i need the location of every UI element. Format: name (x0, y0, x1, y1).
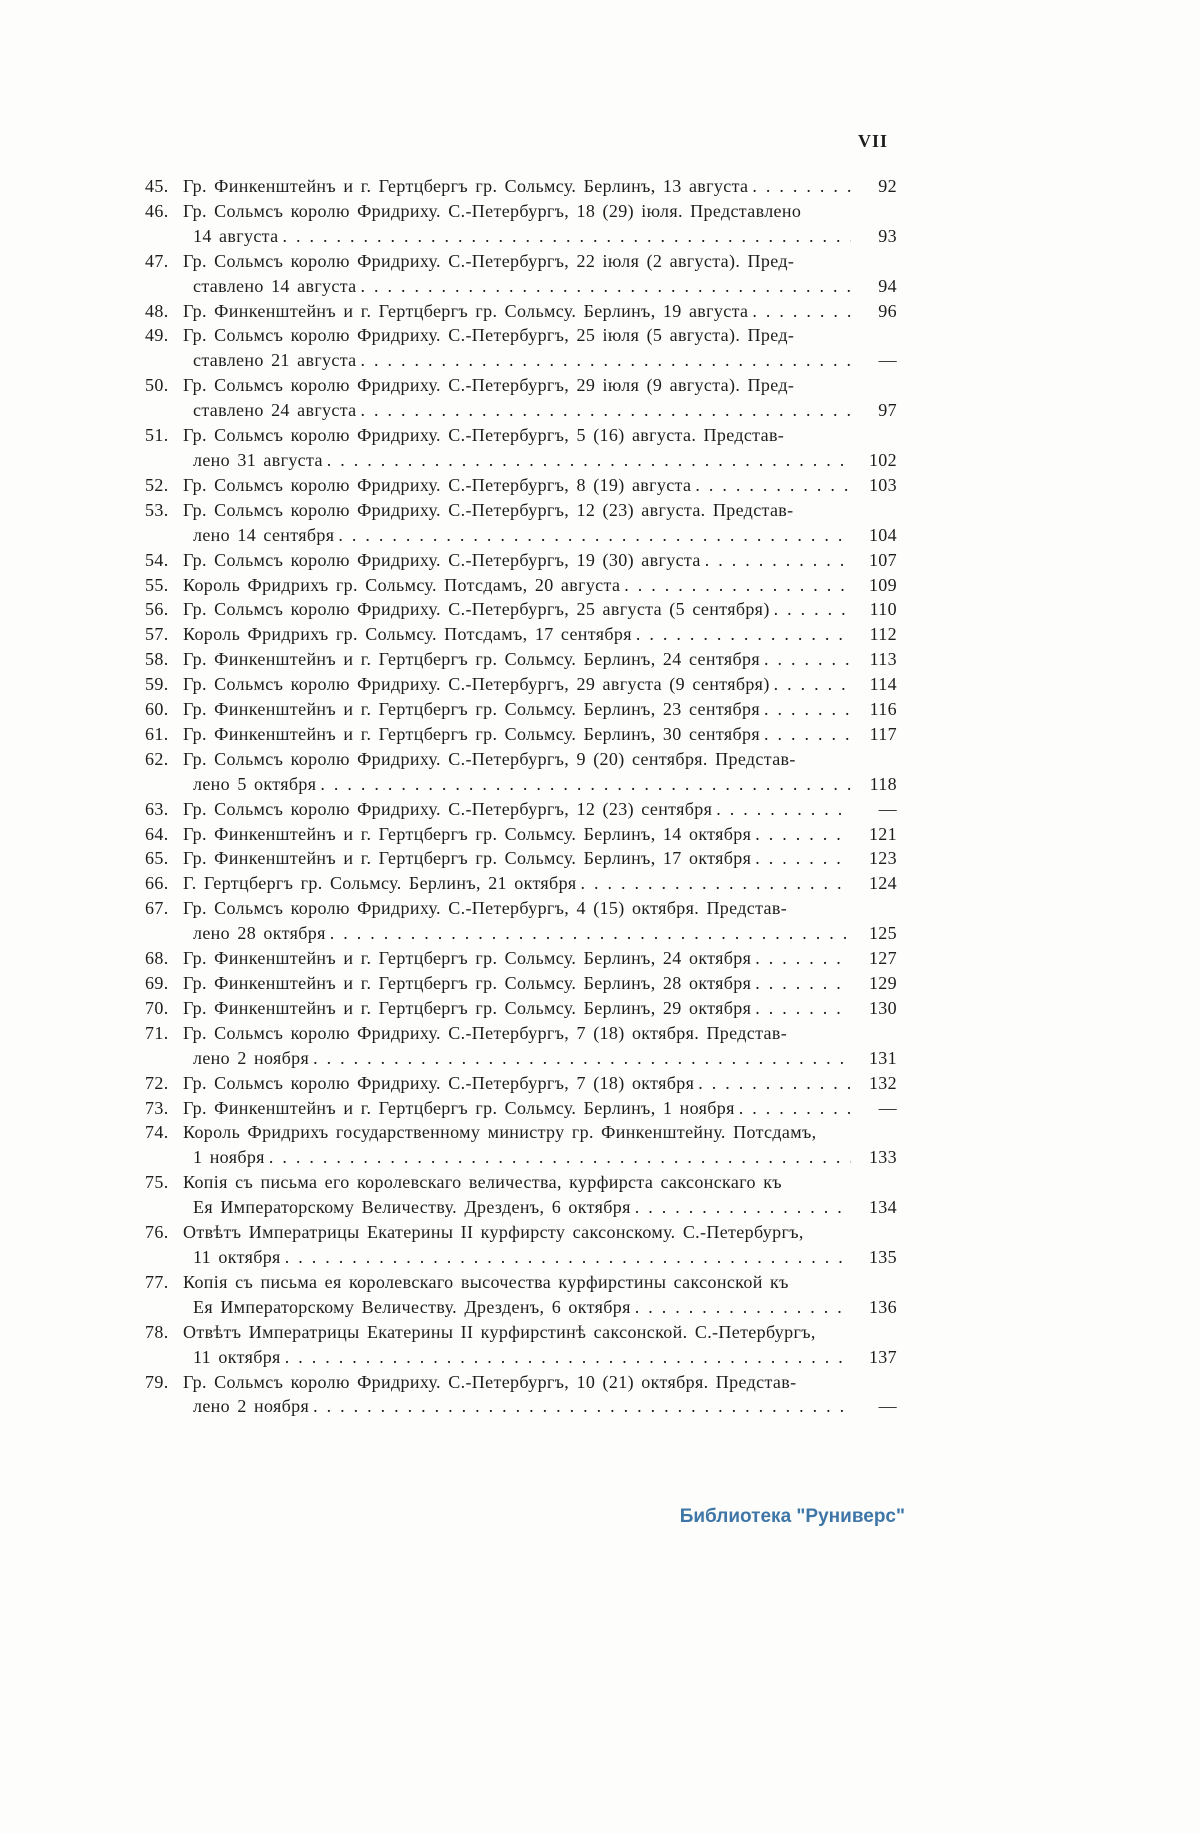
dot-leader (361, 274, 851, 299)
entry-number: 61. (145, 723, 169, 744)
dot-leader (774, 597, 851, 622)
entry-text: Гр. Сольмсъ королю Фридриху. С.-Петербургъ, 18 (29) іюля. Представлено (183, 200, 802, 221)
entry-text: Гр. Сольмсъ королю Фридриху. С.-Петербургъ, 19 (30) августа (183, 549, 701, 570)
toc-entry-line (145, 797, 897, 822)
entry-number: 62. (145, 748, 169, 769)
toc-entry (145, 1120, 897, 1170)
toc-entry-continuation-line (145, 398, 897, 423)
toc-entry-line (145, 747, 897, 772)
dot-leader (361, 348, 851, 373)
toc-entry-line (145, 249, 897, 274)
entry-number: 54. (145, 549, 169, 570)
entry-text: лено 14 сентября (193, 524, 335, 545)
toc-entry (145, 946, 897, 971)
entry-number: 57. (145, 624, 169, 645)
toc-entry-line (145, 1120, 897, 1145)
toc-entry-continuation-line (145, 1145, 897, 1170)
toc-entry-continuation-line (145, 772, 897, 797)
toc-entry-line (145, 871, 897, 896)
toc-entry-line (145, 622, 897, 647)
entry-page-number: 116 (869, 699, 897, 720)
toc-entry-line (145, 1170, 897, 1195)
toc-entry (145, 647, 897, 672)
toc-entry-line (145, 1071, 897, 1096)
toc-entry-line (145, 846, 897, 871)
entry-text: Гр. Финкенштейнъ и г. Гертцбергъ гр. Сольмсу. Берлинъ, 24 октября (183, 948, 752, 969)
entry-text: Гр. Финкенштейнъ и г. Гертцбергъ гр. Сольмсу. Берлинъ, 14 октября (183, 823, 752, 844)
entry-text: Отвѣтъ Императрицы Екатерины II курфирстинѣ саксонской. С.-Петербургъ, (183, 1321, 816, 1342)
toc-entry (145, 896, 897, 946)
toc-entry-continuation-line (145, 224, 897, 249)
dot-leader (764, 697, 851, 722)
entry-page-number: 130 (868, 997, 897, 1018)
toc-entry-line (145, 647, 897, 672)
dot-leader (269, 1145, 851, 1170)
entry-number: 73. (145, 1097, 169, 1118)
entry-page-number: 132 (868, 1072, 897, 1093)
entry-number: 60. (145, 699, 169, 720)
entry-number: 49. (145, 325, 169, 346)
entry-text: Гр. Финкенштейнъ и г. Гертцбергъ гр. Сольмсу. Берлинъ, 19 августа (183, 300, 749, 321)
entry-text: лено 2 ноября (193, 1047, 310, 1068)
toc-entry (145, 822, 897, 847)
toc-entry (145, 871, 897, 896)
dot-leader (338, 523, 851, 548)
entry-number: 76. (145, 1222, 169, 1243)
toc-entry (145, 423, 897, 473)
entry-number: 63. (145, 798, 169, 819)
entry-page-number: 94 (878, 275, 897, 296)
entry-text: Копія съ письма ея королевскаго высочества курфирстины саксонской къ (183, 1271, 789, 1292)
toc-entry (145, 548, 897, 573)
dot-leader (636, 622, 851, 647)
entry-text: Ея Императорскому Величеству. Дрезденъ, 6 октября (193, 1296, 631, 1317)
toc-entry (145, 1220, 897, 1270)
entry-text: лено 28 октября (193, 923, 326, 944)
entry-text: 11 октября (193, 1246, 281, 1267)
entry-number: 77. (145, 1271, 169, 1292)
dot-leader (320, 772, 851, 797)
entry-text: Гр. Финкенштейнъ и г. Гертцбергъ гр. Сольмсу. Берлинъ, 28 октября (183, 973, 752, 993)
entry-text: Ея Императорскому Величеству. Дрезденъ, 6 октября (193, 1197, 631, 1218)
entry-page-number: 121 (868, 823, 897, 844)
toc-entry-line (145, 423, 897, 448)
toc-entry-line (145, 822, 897, 847)
entry-text: Гр. Сольмсъ королю Фридриху. С.-Петербургъ, 5 (16) августа. Представ- (183, 425, 785, 446)
entry-number: 52. (145, 474, 169, 495)
toc-entry-continuation-line (145, 1295, 897, 1320)
toc-entry (145, 747, 897, 797)
dot-leader (313, 1046, 851, 1071)
entry-text: Гр. Финкенштейнъ и г. Гертцбергъ гр. Сольмсу. Берлинъ, 23 сентября (183, 699, 760, 720)
toc-entry (145, 299, 897, 324)
entry-page-number: — (878, 350, 897, 371)
entry-page-number: — (878, 798, 897, 819)
toc-entry (145, 1320, 897, 1370)
entry-page-number: 137 (868, 1346, 897, 1367)
toc-entry (145, 249, 897, 299)
entry-number: 67. (145, 898, 169, 919)
entry-page-number: 92 (878, 176, 897, 196)
entry-page-number: 112 (869, 624, 897, 645)
dot-leader (752, 299, 851, 324)
entry-page-number: 113 (869, 649, 897, 670)
entry-text: Гр. Финкенштейнъ и г. Гертцбергъ гр. Сольмсу. Берлинъ, 24 сентября (183, 649, 760, 670)
dot-leader (755, 996, 851, 1021)
toc-entry (145, 498, 897, 548)
entry-text: Гр. Сольмсъ королю Фридриху. С.-Петербургъ, 7 (18) октября. Представ- (183, 1022, 788, 1043)
entry-text: Г. Гертцбергъ гр. Сольмсу. Берлинъ, 21 октября (183, 873, 577, 894)
toc-entry (145, 573, 897, 598)
dot-leader (695, 473, 851, 498)
library-watermark: Библиотека "Руниверс" (679, 1506, 905, 1527)
dot-leader (716, 797, 851, 822)
dot-leader (361, 398, 851, 423)
entry-page-number: 104 (868, 524, 897, 545)
entry-text: 11 октября (193, 1346, 281, 1367)
entry-text: Король Фридрихъ гр. Сольмсу. Потсдамъ, 17 сентября (183, 624, 632, 645)
toc-entry (145, 672, 897, 697)
toc-entry (145, 1170, 897, 1220)
entry-text: лено 31 августа (193, 449, 323, 470)
entry-text: Гр. Сольмсъ королю Фридриху. С.-Петербургъ, 10 (21) октября. Представ- (183, 1371, 797, 1392)
toc-entry-line (145, 1021, 897, 1046)
toc-entry (145, 1096, 897, 1121)
entry-number: 56. (145, 599, 169, 620)
dot-leader (774, 672, 851, 697)
toc-entry-line (145, 1370, 897, 1395)
entry-text: Гр. Финкенштейнъ и г. Гертцбергъ гр. Сольмсу. Берлинъ, 13 августа (183, 176, 749, 196)
toc-entry-line (145, 199, 897, 224)
entry-page-number: 97 (878, 400, 897, 421)
entry-text: 1 ноября (193, 1147, 265, 1168)
dot-leader (698, 1071, 851, 1096)
entry-page-number: 134 (868, 1197, 897, 1218)
entry-text: лено 2 ноября (193, 1396, 310, 1417)
entry-text: Копія съ письма его королевскаго величества, курфирста саксонскаго къ (183, 1172, 782, 1193)
entry-number: 50. (145, 375, 169, 396)
toc-entry-continuation-line (145, 274, 897, 299)
toc-entry-continuation-line (145, 523, 897, 548)
entry-number: 45. (145, 176, 169, 196)
entry-page-number: 118 (869, 773, 897, 794)
toc-entry-line (145, 1320, 897, 1345)
entry-page-number: 125 (868, 923, 897, 944)
toc-entry-line (145, 996, 897, 1021)
entry-text: Гр. Сольмсъ королю Фридриху. С.-Петербургъ, 4 (15) октября. Представ- (183, 898, 788, 919)
entry-number: 78. (145, 1321, 169, 1342)
entry-text: ставлено 24 августа (193, 400, 357, 421)
toc-entry (145, 323, 897, 373)
toc-entry-continuation-line (145, 921, 897, 946)
toc-entry-line (145, 299, 897, 324)
toc-entry-continuation-line (145, 1394, 897, 1419)
dot-leader (282, 224, 851, 249)
toc-entry-continuation-line (145, 448, 897, 473)
entry-page-number: 131 (868, 1047, 897, 1068)
entry-text: ставлено 14 августа (193, 275, 357, 296)
entry-text: Гр. Сольмсъ королю Фридриху. С.-Петербургъ, 29 іюля (9 августа). Пред- (183, 375, 795, 396)
toc-entry (145, 199, 897, 249)
toc-entry-line (145, 946, 897, 971)
entry-page-number: 93 (878, 225, 897, 246)
toc-entry-line (145, 498, 897, 523)
entry-page-number: — (878, 1097, 897, 1118)
toc-entry (145, 996, 897, 1021)
entry-text: Гр. Финкенштейнъ и г. Гертцбергъ гр. Сольмсу. Берлинъ, 30 сентября (183, 723, 760, 744)
entry-number: 64. (145, 823, 169, 844)
entry-page-number: 109 (868, 574, 897, 595)
entry-text: Король Фридрихъ гр. Сольмсу. Потсдамъ, 20 августа (183, 574, 621, 595)
toc-entry-line (145, 1096, 897, 1121)
toc-entry-continuation-line (145, 348, 897, 373)
toc-entry (145, 174, 897, 199)
entry-number: 70. (145, 997, 169, 1018)
toc-entry (145, 697, 897, 722)
entry-number: 66. (145, 873, 169, 894)
dot-leader (755, 971, 851, 996)
toc-entry (145, 1270, 897, 1320)
toc-entry (145, 473, 897, 498)
toc-entry-line (145, 896, 897, 921)
entry-number: 79. (145, 1371, 169, 1392)
entry-text: лено 5 октября (193, 773, 317, 794)
toc-entry (145, 797, 897, 822)
toc-entry (145, 722, 897, 747)
entry-text: Гр. Сольмсъ королю Фридриху. С.-Петербургъ, 12 (23) сентября (183, 798, 713, 819)
entry-number: 53. (145, 499, 169, 520)
toc-entry-line (145, 1220, 897, 1245)
entry-number: 51. (145, 425, 169, 446)
entry-number: 65. (145, 848, 169, 869)
toc-entry-continuation-line (145, 1195, 897, 1220)
entry-text: 14 августа (193, 225, 279, 246)
entry-text: Гр. Сольмсъ королю Фридриху. С.-Петербургъ, 7 (18) октября (183, 1072, 695, 1093)
toc-entry (145, 597, 897, 622)
toc-entry-line (145, 971, 897, 996)
entry-page-number: 135 (868, 1246, 897, 1267)
dot-leader (755, 822, 851, 847)
dot-leader (330, 921, 851, 946)
entry-number: 55. (145, 574, 169, 595)
entry-text: Гр. Финкенштейнъ и г. Гертцбергъ гр. Сольмсу. Берлинъ, 29 октября (183, 997, 752, 1018)
toc-entry-continuation-line (145, 1345, 897, 1370)
dot-leader (285, 1245, 851, 1270)
entry-number: 75. (145, 1172, 169, 1193)
entry-number: 72. (145, 1072, 169, 1093)
entry-page-number: 123 (868, 848, 897, 869)
entry-page-number: 117 (869, 723, 897, 744)
entry-page-number: 103 (868, 474, 897, 495)
toc-entry (145, 622, 897, 647)
toc-entry-continuation-line (145, 1245, 897, 1270)
dot-leader (752, 174, 851, 199)
entry-text: Гр. Сольмсъ королю Фридриху. С.-Петербургъ, 9 (20) сентября. Представ- (183, 748, 796, 769)
entry-text: Король Фридрихъ государственному министру гр. Финкенштейну. Потсдамъ, (183, 1122, 817, 1143)
toc-entry-continuation-line (145, 1046, 897, 1071)
toc-entry (145, 1021, 897, 1071)
toc-entry-line (145, 697, 897, 722)
dot-leader (581, 871, 851, 896)
entry-page-number: 96 (878, 300, 897, 321)
toc-entry (145, 1071, 897, 1096)
entry-number: 71. (145, 1022, 169, 1043)
entry-text: Гр. Сольмсъ королю Фридриху. С.-Петербургъ, 29 августа (9 сентября) (183, 674, 770, 695)
entry-page-number: 124 (868, 873, 897, 894)
entry-page-number: 127 (868, 948, 897, 969)
dot-leader (635, 1295, 851, 1320)
toc-entry-line (145, 722, 897, 747)
toc-entry (145, 1370, 897, 1420)
entry-text: Гр. Сольмсъ королю Фридриху. С.-Петербургъ, 22 іюля (2 августа). Пред- (183, 250, 795, 271)
entry-text: Гр. Сольмсъ королю Фридриху. С.-Петербургъ, 12 (23) августа. Представ- (183, 499, 794, 520)
entry-number: 68. (145, 948, 169, 969)
entry-number: 69. (145, 973, 169, 993)
toc-entry (145, 373, 897, 423)
toc-entry (145, 846, 897, 871)
toc-entry-line (145, 323, 897, 348)
toc-entry-line (145, 1270, 897, 1295)
entry-number: 59. (145, 674, 169, 695)
entry-text: Гр. Финкенштейнъ и г. Гертцбергъ гр. Сольмсу. Берлинъ, 17 октября (183, 848, 752, 869)
dot-leader (327, 448, 851, 473)
entry-number: 46. (145, 200, 169, 221)
entry-page-number: 102 (868, 449, 897, 470)
entry-page-number: — (878, 1396, 897, 1417)
entry-page-number: 107 (868, 549, 897, 570)
entry-text: Гр. Сольмсъ королю Фридриху. С.-Петербургъ, 8 (19) августа (183, 474, 692, 495)
dot-leader (635, 1195, 851, 1220)
dot-leader (313, 1394, 851, 1419)
dot-leader (764, 722, 851, 747)
entry-page-number: 133 (868, 1147, 897, 1168)
dot-leader (739, 1096, 851, 1121)
dot-leader (755, 946, 851, 971)
entry-number: 47. (145, 250, 169, 271)
entry-number: 48. (145, 300, 169, 321)
entry-page-number: 114 (869, 674, 897, 695)
toc-entry-line (145, 174, 897, 199)
dot-leader (764, 647, 851, 672)
dot-leader (624, 573, 851, 598)
entry-number: 74. (145, 1122, 169, 1143)
entry-text: Отвѣтъ Императрицы Екатерины II курфирсту саксонскому. С.-Петербургъ, (183, 1222, 804, 1243)
entry-number: 58. (145, 649, 169, 670)
toc-entry-line (145, 573, 897, 598)
entry-text: Гр. Сольмсъ королю Фридриху. С.-Петербургъ, 25 іюля (5 августа). Пред- (183, 325, 795, 346)
toc-list (145, 174, 897, 1419)
entry-page-number: 136 (868, 1296, 897, 1317)
toc-entry (145, 971, 897, 996)
entry-text: ставлено 21 августа (193, 350, 357, 371)
toc-entry-line (145, 373, 897, 398)
entry-page-number: 129 (868, 973, 897, 993)
toc-entry-line (145, 672, 897, 697)
toc-entry-line (145, 473, 897, 498)
toc-entry-line (145, 597, 897, 622)
entry-page-number: 110 (869, 599, 897, 620)
dot-leader (755, 846, 851, 871)
page-number: VII (857, 131, 888, 151)
dot-leader (285, 1345, 851, 1370)
entry-text: Гр. Финкенштейнъ и г. Гертцбергъ гр. Сольмсу. Берлинъ, 1 ноября (183, 1097, 735, 1118)
toc-entry-line (145, 548, 897, 573)
entry-text: Гр. Сольмсъ королю Фридриху. С.-Петербургъ, 25 августа (5 сентября) (183, 599, 770, 620)
dot-leader (705, 548, 851, 573)
